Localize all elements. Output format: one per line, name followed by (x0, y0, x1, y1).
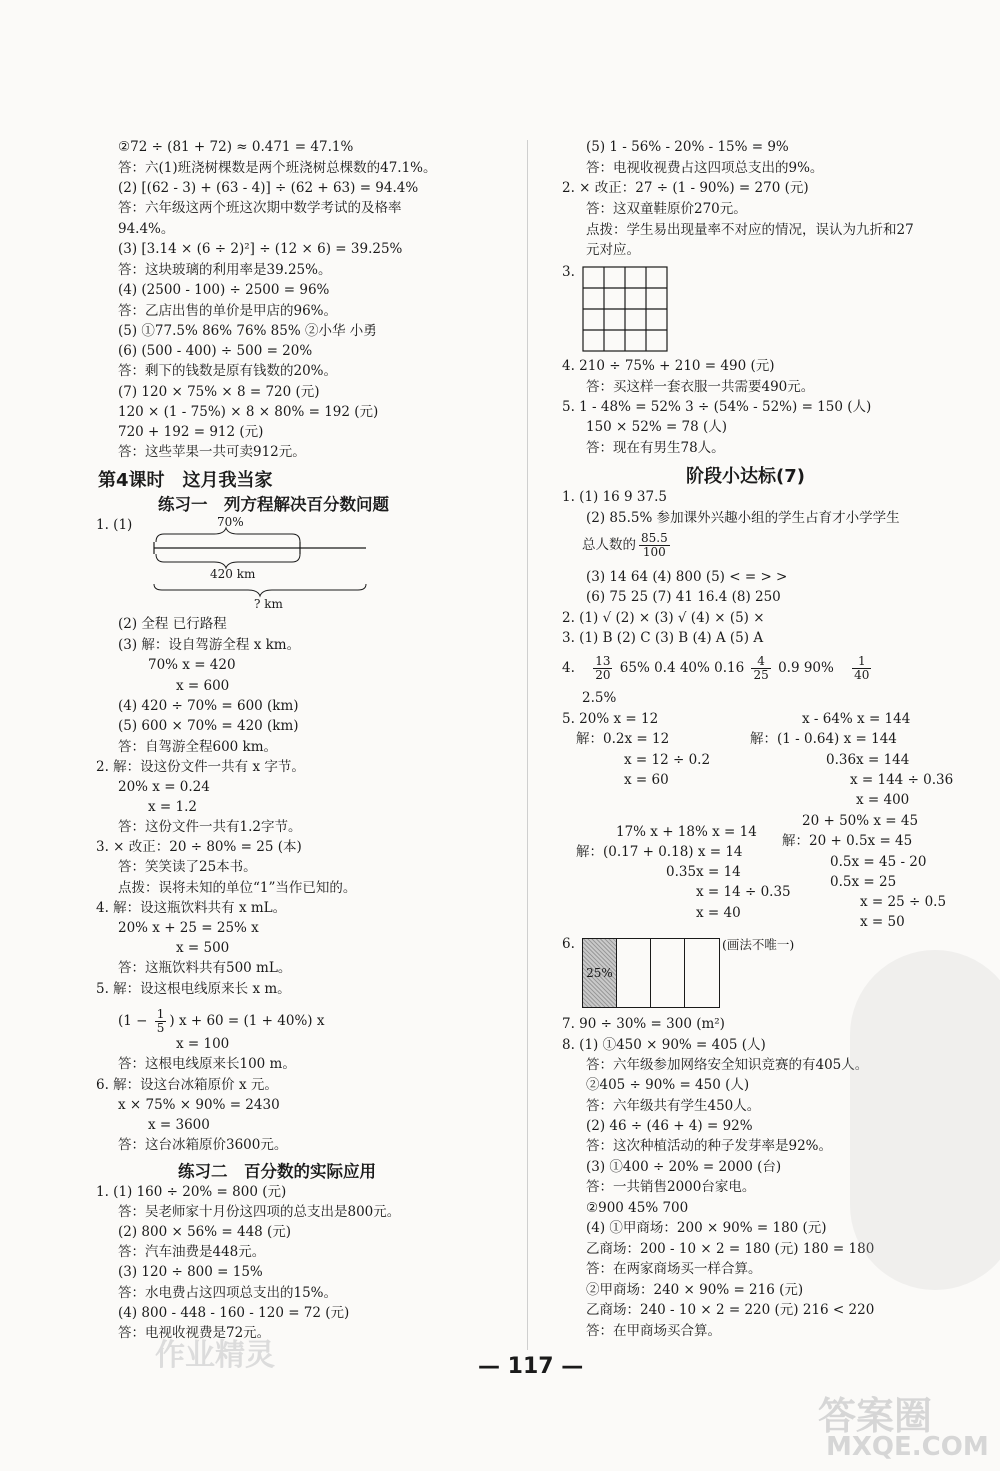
answer-line: 答：水电费占这四项总支出的15%。 (118, 1285, 338, 1301)
answer-line: 答：电视收视费占这四项总支出的9%。 (586, 160, 824, 176)
diagram-mid-label: 420 km (210, 567, 256, 581)
equation-line: x = 144 ÷ 0.36 (850, 772, 954, 788)
answer-line: 3. (1) B (2) C (3) B (4) A (5) A (562, 630, 764, 646)
answer-line: 1. (1) 160 ÷ 20% = 800 (元) (96, 1184, 287, 1200)
answer-line: 8. (1) ①450 × 90% = 405 (人) (562, 1037, 766, 1053)
figure-note: (画法不唯一) (722, 937, 795, 952)
answer-line: 答：电视收视费是72元。 (118, 1325, 271, 1341)
equation-line: x = 25 ÷ 0.5 (860, 894, 947, 910)
lesson-title: 第4课时 这月我当家 (98, 470, 273, 491)
answer-text: 总人数的 (582, 537, 636, 553)
answer-line: 1. (1) 16 9 37.5 (562, 489, 667, 505)
answer-line: (5) ①77.5% 86% 76% 85% ②小华 小勇 (118, 323, 377, 339)
answer-line: (4) (2500 - 100) ÷ 2500 = 96% (118, 282, 330, 298)
equation-text: x + 60 = (1 + 40%) x (178, 1013, 325, 1029)
answer-line: (7) 120 × 75% × 8 = 720 (元) (118, 384, 320, 400)
equation-line: 解：20 + 0.5x = 45 (782, 833, 913, 849)
answer-line: (3) 解：设自驾游全程 x km。 (118, 637, 301, 653)
exercise-two-title: 练习二 百分数的实际应用 (178, 1162, 376, 1181)
answer-line: (4) 800 - 448 - 160 - 120 = 72 (元) (118, 1305, 350, 1321)
answer-line: 150 × 52% = 78 (人) (586, 419, 728, 435)
answer-line: 乙商场：240 - 10 × 2 = 220 (元) 216 < 220 (586, 1302, 875, 1318)
equation-line: (1 − $\frac{1}{5}$ ) x + 60 = (1 + 40%) x (118, 1007, 325, 1035)
unshaded-part (651, 939, 685, 1007)
answer-line: ②72 ÷ (81 + 72) ≈ 0.471 = 47.1% (118, 139, 354, 155)
answer-line: 答：笑笑读了25本书。 (118, 859, 257, 875)
answer-line: ②900 45% 700 (586, 1200, 689, 1216)
answer-line (582, 532, 673, 559)
fraction: $\frac{1}{40}$ (854, 654, 870, 682)
equation-line: 17% x + 18% x = 14 (616, 824, 757, 840)
shaded-rectangle-figure (582, 938, 720, 1008)
equation-line: 5. 20% x = 12 (562, 711, 659, 727)
answer-line: 答：这双童鞋原价270元。 (586, 201, 747, 217)
equation-line: x = 60 (624, 772, 669, 788)
answer-line: 3. × 改正：20 ÷ 80% = 25 (本) (96, 839, 302, 855)
answer-line: 答：这块玻璃的利用率是39.25%。 (118, 262, 332, 278)
fraction: $\frac{85.5}{100}$ (641, 531, 668, 559)
answer-line: 6. 解：设这台冰箱原价 x 元。 (96, 1077, 278, 1093)
answer-line: 答：在两家商场买一样合算。 (586, 1261, 762, 1277)
answer-line: 2. × 改正：27 ÷ (1 - 90%) = 270 (元) (562, 180, 809, 196)
answer-line: (2) 全程 已行路程 (118, 616, 227, 632)
equation-line: 0.35x = 14 (666, 864, 741, 880)
equation-line: 解：(0.17 + 0.18) x = 14 (576, 844, 743, 860)
equation-line: x = 500 (176, 940, 230, 956)
equation-line: x = 1.2 (148, 799, 197, 815)
equation-line: x = 600 (176, 678, 230, 694)
answer-line: 答：买这样一套衣服一共需要490元。 (586, 379, 815, 395)
unshaded-part (617, 939, 651, 1007)
answer-line: 答：六年级参加网络安全知识竞赛的有405人。 (586, 1057, 869, 1073)
question-label: 4. (562, 660, 575, 676)
answer-line: (3) 14 64 (4) 800 (5) < = > > (586, 569, 788, 585)
answer-line: ②405 ÷ 90% = 450 (人) (586, 1077, 750, 1093)
answer-line: 答：六(1)班浇树棵数是两个班浇树总棵数的47.1%。 (118, 160, 437, 176)
equation-line: x = 100 (176, 1036, 230, 1052)
equation-line: x = 50 (860, 914, 905, 930)
diagram-top-label: 70% (217, 515, 244, 529)
answer-line: (3) ①400 ÷ 20% = 2000 (台) (586, 1159, 782, 1175)
answer-line: 答：六年级这两个班这次期中数学考试的及格率 (118, 200, 402, 216)
answer-line: (2) 85.5% 参加课外兴趣小组的学生占育才小学学生 (586, 510, 900, 526)
answer-line: 答：自驾游全程600 km。 (118, 739, 278, 755)
tip-line: 点拨：误将未知的单位“1”当作已知的。 (118, 880, 357, 896)
watermark-text: 作业精灵 (155, 1338, 275, 1373)
diagram-mid-brace (156, 554, 300, 568)
tip-line: 元对应。 (586, 242, 640, 258)
answer-line: (2) 46 ÷ (46 + 4) = 92% (586, 1118, 753, 1134)
answer-line: (2) 800 × 56% = 448 (元) (118, 1224, 292, 1240)
fraction: $\frac{4}{25}$ (753, 654, 769, 682)
answer-line: 2. 解：设这份文件一共有 x 字节。 (96, 759, 305, 775)
answer-line: 答：现在有男生78人。 (586, 440, 725, 456)
answer-text: 0.9 90% (778, 660, 834, 676)
answer-line: 答：剩下的钱数是原有钱数的20%。 (118, 363, 338, 379)
equation-line: x = 14 ÷ 0.35 (696, 884, 791, 900)
answer-line: 答：在甲商场买合算。 (586, 1323, 721, 1339)
answer-line: 94.4%。 (118, 221, 175, 237)
answer-line: (4) ①甲商场：200 × 90% = 180 (元) (586, 1220, 827, 1236)
answer-line: (3) 120 ÷ 800 = 15% (118, 1264, 263, 1280)
equation-line: x × 75% × 90% = 2430 (118, 1097, 280, 1113)
equation-line: 0.5x = 45 - 20 (830, 854, 927, 870)
answer-line: 答：汽车油费是448元。 (118, 1244, 266, 1260)
diagram-top-brace (156, 528, 300, 542)
watermark-text: 答案圈 (818, 1394, 933, 1438)
question-1-label: 1. (1) (96, 517, 133, 533)
answer-line: 4. 210 ÷ 75% + 210 = 490 (元) (562, 358, 775, 374)
answer-line: 5. 1 - 48% = 52% 3 ÷ (54% - 52%) = 150 (人) (562, 399, 872, 415)
fraction: $\frac{13}{20}$ (595, 654, 611, 682)
answer-line: 答：这些苹果一共可卖912元。 (118, 444, 306, 460)
answer-line: 答：乙店出售的单价是甲店的96%。 (118, 303, 338, 319)
exercise-one-title: 练习一 列方程解决百分数问题 (158, 495, 389, 514)
equation-line: 解：(1 - 0.64) x = 144 (750, 731, 897, 747)
equation-line: 20 + 50% x = 45 (802, 813, 919, 829)
equation-line: 20% x + 25 = 25% x (118, 920, 259, 936)
grid-figure (582, 266, 670, 354)
answer-line: (6) 75 25 (7) 41 16.4 (8) 250 (586, 589, 781, 605)
equation-line: 0.36x = 144 (826, 752, 910, 768)
answer-line: 4. 解：设这瓶饮料共有 x mL。 (96, 900, 287, 916)
watermark-logo (850, 950, 1000, 1290)
answer-line: ②甲商场：240 × 90% = 216 (元) (586, 1282, 804, 1298)
fraction: $\frac{1}{5}$ (156, 1007, 165, 1035)
answer-line: (3) [3.14 × (6 ÷ 2)²] ÷ (12 × 6) = 39.25% (118, 241, 403, 257)
answer-line: (5) 600 × 70% = 420 (km) (118, 718, 299, 734)
shaded-part: 25% (583, 939, 617, 1007)
answer-line: (2) [(62 - 3) + (63 - 4)] ÷ (62 + 63) = 94.4% (118, 180, 419, 196)
question-6-label: 6. (562, 936, 575, 952)
answer-line: 答：这瓶饮料共有500 mL。 (118, 960, 292, 976)
tip-line: 点拨：学生易出现量率不对应的情况，误认为九折和27 (586, 222, 914, 238)
equation-line: x = 12 ÷ 0.2 (624, 752, 711, 768)
answer-line: (5) 1 - 56% - 20% - 15% = 9% (586, 139, 789, 155)
page-number: — 117 — (478, 1354, 584, 1379)
watermark-site: MXQE.COM (826, 1432, 989, 1462)
equation-line: x = 400 (856, 792, 910, 808)
answer-line: 2.5% (582, 690, 617, 706)
column-divider (527, 140, 528, 1350)
answer-line: 2. (1) √ (2) × (3) √ (4) × (5) × (562, 610, 765, 626)
equation-line: 20% x = 0.24 (118, 779, 210, 795)
answer-line: 答：这台冰箱原价3600元。 (118, 1137, 288, 1153)
diagram-bottom-brace (154, 584, 366, 596)
answer-line: 乙商场：200 - 10 × 2 = 180 (元) 180 = 180 (586, 1241, 875, 1257)
question-3-label: 3. (562, 264, 575, 280)
answer-line: (4) 420 ÷ 70% = 600 (km) (118, 698, 299, 714)
equation-line: 0.5x = 25 (830, 874, 897, 890)
equation-line: x - 64% x = 144 (802, 711, 911, 727)
answer-line: 答：这份文件一共有1.2字节。 (118, 819, 302, 835)
equation-line: x = 40 (696, 905, 741, 921)
answer-line: 答：吴老师家十月份这四项的总支出是800元。 (118, 1204, 401, 1220)
answer-text: 65% 0.4 40% 0.16 (619, 660, 745, 676)
answer-line: 120 × (1 - 75%) × 8 × 80% = 192 (元) (118, 404, 379, 420)
answer-line: 答：一共销售2000台家电。 (586, 1179, 756, 1195)
answer-line: 答：这次种植活动的种子发芽率是92%。 (586, 1138, 833, 1154)
unshaded-part (685, 939, 719, 1007)
answer-line: (6) (500 - 400) ÷ 500 = 20% (118, 343, 313, 359)
answer-line: 5. 解：设这根电线原来长 x m。 (96, 981, 291, 997)
answer-line: 答：六年级共有学生450人。 (586, 1098, 761, 1114)
question-4-line (562, 655, 874, 682)
diagram-bottom-label: ? km (254, 597, 283, 611)
answer-line: 7. 90 ÷ 30% = 300 (m²) (562, 1016, 725, 1032)
answer-line: 720 + 192 = 912 (元) (118, 424, 264, 440)
equation-line: x = 3600 (148, 1117, 210, 1133)
segment-diagram (140, 512, 380, 612)
answer-line: 答：这根电线原来长100 m。 (118, 1056, 296, 1072)
stage-test-title: 阶段小达标(7) (686, 466, 805, 487)
equation-line: 70% x = 420 (148, 657, 236, 673)
equation-line: 解：0.2x = 12 (576, 731, 670, 747)
